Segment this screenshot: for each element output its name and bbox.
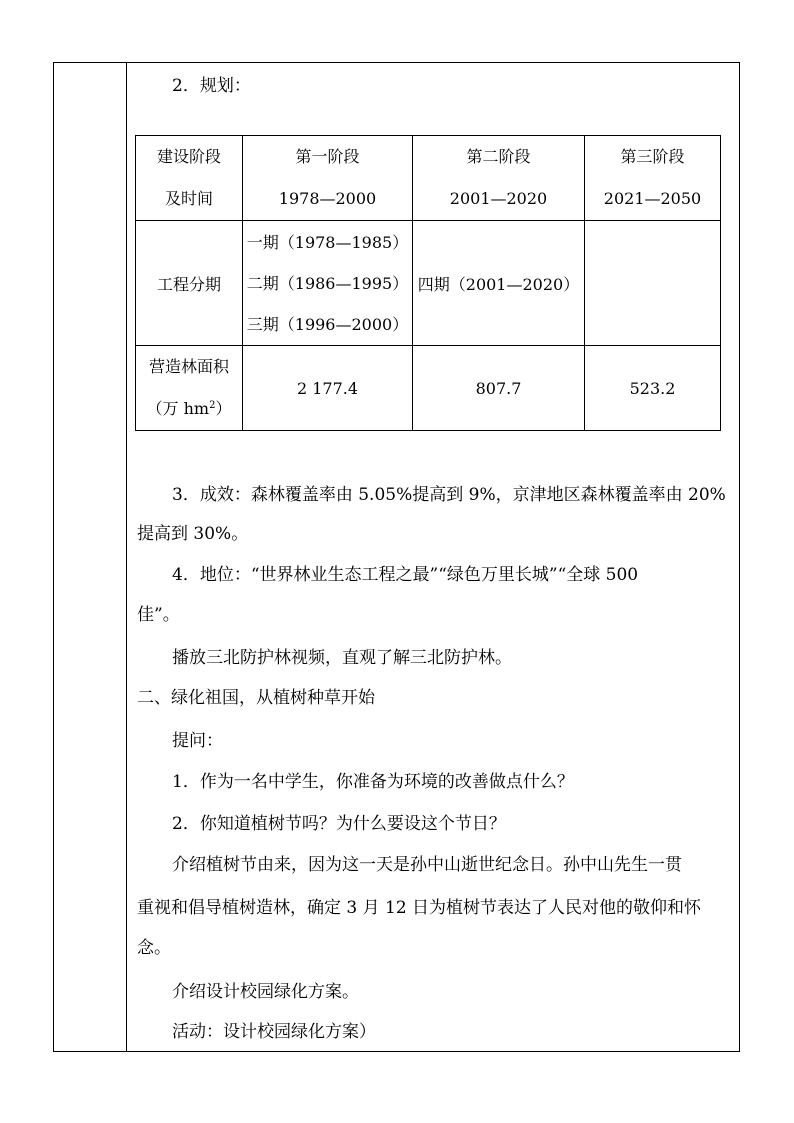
stage1-area-cell: 2 177.4 xyxy=(243,346,413,431)
question-intro: 提问： xyxy=(172,731,223,751)
arbor-day-line-1: 介绍植树节由来，因为这一天是孙中山逝世纪念日。孙中山先生一贯 xyxy=(172,855,682,875)
area-label-cell: 营造林面积 （万 $hm^2$） xyxy=(136,346,243,431)
phase-label-cell: 工程分期 xyxy=(136,221,243,346)
stage-label-cell: 建设阶段 及时间 xyxy=(136,136,243,221)
stage1-header-cell: 第一阶段 1978—2000 xyxy=(243,136,413,221)
campus-intro: 介绍设计校园绿化方案。 xyxy=(172,982,359,1002)
status-line-2: 佳”。 xyxy=(137,605,180,625)
stage3-phase-cell xyxy=(585,221,721,346)
section-2-heading: 二、绿化祖国，从植树种草开始 xyxy=(137,688,375,708)
stage3-area-cell: 523.2 xyxy=(585,346,721,431)
status-line-1: 4．地位：“世界林业生态工程之最”“绿色万里长城”“全球 500 xyxy=(172,565,639,585)
stage1-phases-cell: 一期（1978—1985） 二期（1986—1995） 三期（1996—2000） xyxy=(243,221,413,346)
table-row-header xyxy=(136,136,721,221)
question-1: 1．作为一名中学生，你准备为环境的改善做点什么？ xyxy=(172,772,574,792)
table-row-phases xyxy=(136,221,721,346)
effect-line-1: 3．成效：森林覆盖率由 5.05%提高到 9%，京津地区森林覆盖率由 20% xyxy=(172,485,726,505)
plan-heading: 2．规划： xyxy=(172,76,251,96)
activity-text: 活动：设计校园绿化方案） xyxy=(172,1022,376,1042)
stage2-area-cell: 807.7 xyxy=(413,346,585,431)
video-text: 播放三北防护林视频，直观了解三北防护林。 xyxy=(172,648,512,668)
arbor-day-line-2: 重视和倡导植树造林，确定 3 月 12 日为植树节表达了人民对他的敬仰和怀 xyxy=(137,898,702,918)
stage3-header-cell: 第三阶段 2021—2050 xyxy=(585,136,721,221)
arbor-day-line-3: 念。 xyxy=(137,938,171,958)
plan-table xyxy=(135,135,721,431)
question-2: 2．你知道植树节吗？为什么要设这个节日？ xyxy=(172,814,506,834)
table-row-area xyxy=(136,346,721,431)
effect-line-2: 提高到 30%。 xyxy=(137,524,249,544)
stage2-phase-cell: 四期（2001—2020） xyxy=(413,221,585,346)
stage2-header-cell: 第二阶段 2001—2020 xyxy=(413,136,585,221)
column-divider xyxy=(126,62,127,1052)
